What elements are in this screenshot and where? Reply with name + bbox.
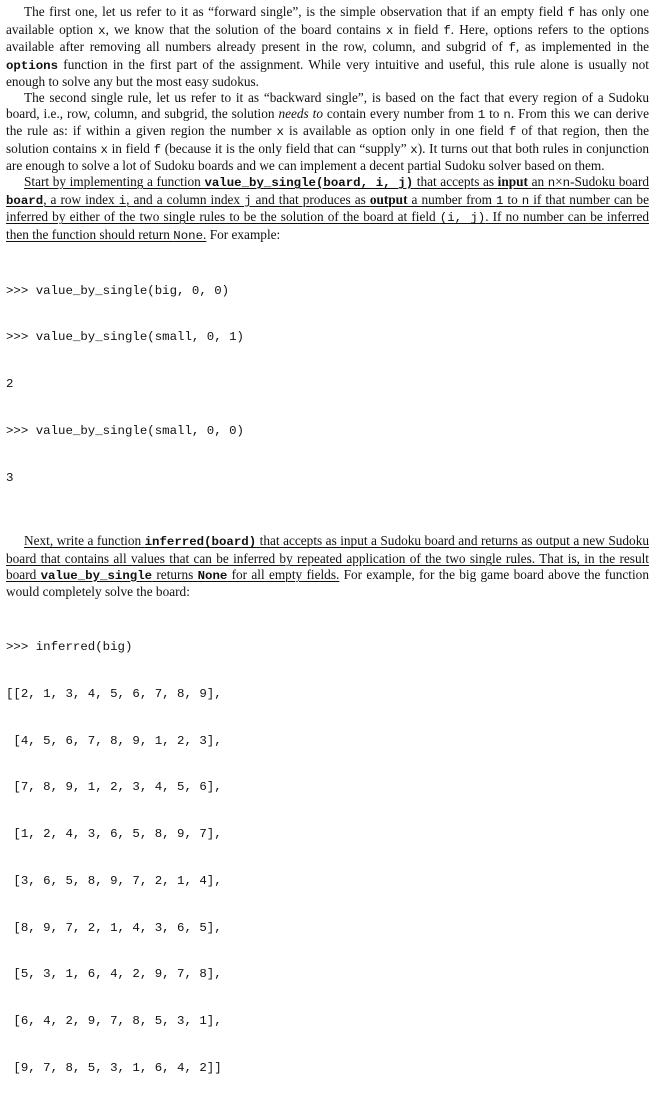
text-run: that accepts as input a Sudoku board and returns as output a new Sudoku board that contains all values that can be inferred by repeated application of the two single rules. That is, in the result board xyxy=(6,533,649,582)
inline-code: value_by_single xyxy=(40,568,153,583)
inline-code: x xyxy=(276,125,284,140)
code-example-value-by-single xyxy=(6,252,649,517)
inline-code: f xyxy=(153,142,162,157)
code-line: [3, 6, 5, 8, 9, 7, 2, 1, 4], xyxy=(6,873,222,888)
text-run: , as implemented in the xyxy=(515,39,649,55)
inline-code: x xyxy=(100,142,108,157)
inline-code: n xyxy=(547,175,556,190)
text-run: , a row index xyxy=(43,191,119,207)
text-run: that accepts as xyxy=(413,173,498,189)
inline-code: n xyxy=(562,175,571,190)
inline-code: i xyxy=(118,193,127,208)
inline-code: n xyxy=(521,193,530,208)
text-run: returns xyxy=(152,566,198,582)
inline-code: board xyxy=(6,193,44,208)
inline-code: n xyxy=(503,107,511,122)
inline-code: f xyxy=(508,125,517,140)
inline-code: x xyxy=(385,23,394,38)
paragraph-backward-single xyxy=(6,90,649,174)
inline-code: None xyxy=(173,228,204,243)
code-line: [7, 8, 9, 1, 2, 3, 4, 5, 6], xyxy=(6,780,222,795)
text-run: The first one, let us refer to it as “forward single”, is the simple observation that if an empty field xyxy=(24,4,568,19)
text-run: (because it is the only field that can “supply” xyxy=(161,140,411,156)
paragraph-forward-single xyxy=(6,4,649,90)
document-page xyxy=(6,0,649,1108)
text-run: . If no number can be inferred then the function should return xyxy=(6,209,649,242)
inline-code: (i, j) xyxy=(439,211,486,226)
text-run: The second single rule, let us refer to it as “backward single”, is based on the fact that every region of a Sudoku board, i.e., row, column, and subgrid, the solution xyxy=(6,89,649,121)
code-line: [4, 5, 6, 7, 8, 9, 1, 2, 3], xyxy=(6,733,222,748)
code-example-inferred xyxy=(6,609,649,1108)
text-run: in field xyxy=(393,21,444,37)
text-run: Start by implementing a function xyxy=(24,173,205,189)
inline-code: j xyxy=(244,193,252,208)
code-line: >>> value_by_single(small, 0, 0) xyxy=(6,423,244,438)
inline-code: f xyxy=(508,41,516,56)
inline-code: options xyxy=(6,58,59,73)
text-run: . xyxy=(203,226,207,242)
code-line: >>> value_by_single(small, 0, 1) xyxy=(6,330,244,345)
inline-code: 1 xyxy=(495,193,504,208)
function-signature: inferred(board) xyxy=(144,535,257,550)
text-run: -Sudoku board xyxy=(570,173,650,189)
text-run: For example: xyxy=(206,226,281,242)
text-run: an xyxy=(527,173,548,189)
text-run: contain every number from xyxy=(322,105,478,121)
paragraph-task-inferred xyxy=(6,533,649,599)
inline-code: None xyxy=(197,568,228,583)
bold-term: output xyxy=(369,191,408,207)
code-line: [5, 3, 1, 6, 4, 2, 9, 7, 8], xyxy=(6,967,222,982)
text-run: For example, for the big game board above the function would completely solve the board: xyxy=(6,566,649,600)
text-run: of that region, then the solution contains xyxy=(6,123,649,156)
function-signature: value_by_single(board, i, j) xyxy=(204,175,414,190)
text-run: , we know that the solution of the board contains xyxy=(105,21,386,37)
code-line: >>> value_by_single(big, 0, 0) xyxy=(6,283,230,298)
paragraph-task-value-by-single xyxy=(6,174,649,244)
inline-code: x xyxy=(98,23,106,38)
code-line: [8, 9, 7, 2, 1, 4, 3, 6, 5], xyxy=(6,920,222,935)
inline-code: 1 xyxy=(477,107,486,122)
text-run: . Here, options refers to the options available after removing all numbers already present in the row, column, and subgrid of xyxy=(6,21,650,55)
text-run: × xyxy=(555,173,563,189)
code-line: 2 xyxy=(6,377,14,392)
text-run: for all empty fields. xyxy=(227,566,340,582)
emphasis: needs to xyxy=(278,105,323,121)
code-line: >>> inferred(big) xyxy=(6,639,133,654)
code-line: [[2, 1, 3, 4, 5, 6, 7, 8, 9], xyxy=(6,686,222,701)
text-run: to xyxy=(485,105,504,121)
text-run: if that number can be inferred by either of the two single rules to be the solution of the board at field xyxy=(6,191,649,225)
inline-code: f xyxy=(567,6,575,20)
text-run: and that produces as xyxy=(251,191,370,207)
code-line: [9, 7, 8, 5, 3, 1, 6, 4, 2]] xyxy=(6,1061,222,1075)
code-line: [6, 4, 2, 9, 7, 8, 5, 3, 1], xyxy=(6,1014,222,1029)
text-run: , and a column index xyxy=(126,191,245,207)
text-run: ). It turns out that both rules in conjunction are enough to solve a lot of Sudoku boards and we can implement a decent partial Sudoku solver based on them. xyxy=(6,140,649,174)
code-line: 3 xyxy=(6,470,14,485)
inline-code: x xyxy=(410,142,418,157)
inline-code: f xyxy=(443,23,451,38)
text-run: . From this we can derive the rule as: if within a given region the number xyxy=(6,105,649,139)
text-run: Next, write a function xyxy=(24,533,145,549)
text-run: a number from xyxy=(407,191,496,207)
text-run: in field xyxy=(107,140,154,156)
text-run: function in the first part of the assignment. While very intuitive and useful, this rule alone is usually not enough to solve any but the most easy sudokus. xyxy=(6,56,649,90)
text-run: has only one available option xyxy=(6,4,649,37)
text-run: is available as option only in one field xyxy=(283,123,509,139)
task-statement xyxy=(6,174,649,242)
text-run: to xyxy=(503,191,522,207)
bold-term: input xyxy=(497,173,528,189)
code-line: [1, 2, 4, 3, 6, 5, 8, 9, 7], xyxy=(6,827,222,842)
